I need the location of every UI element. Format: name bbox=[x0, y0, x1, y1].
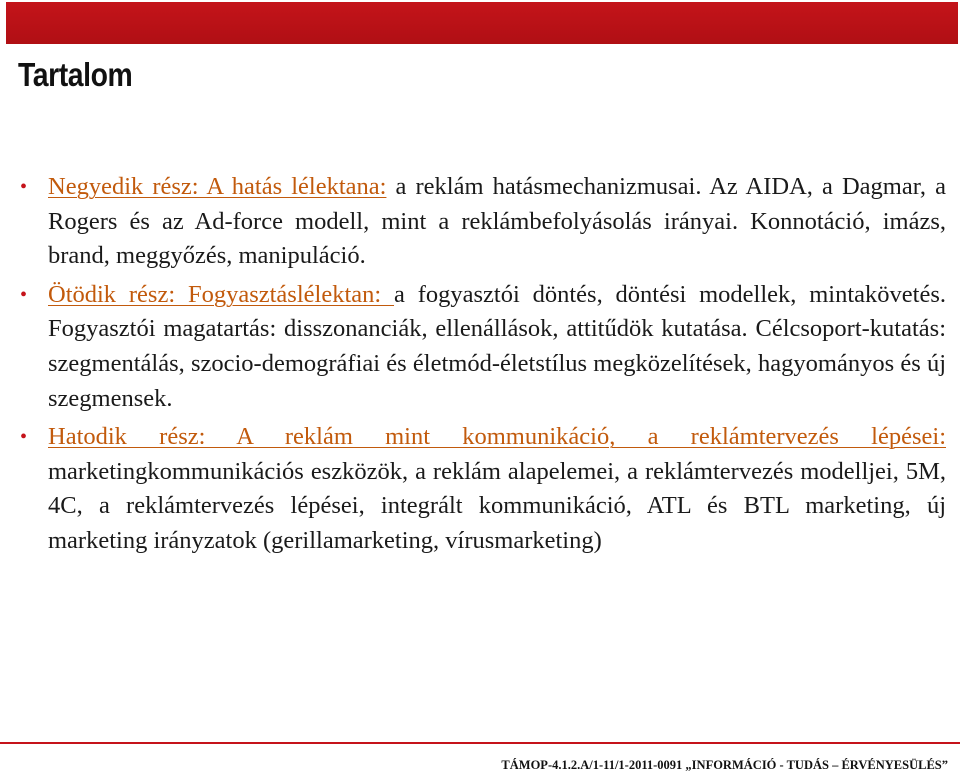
bullet-text: marketingkommunikációs eszközök, a reklám alapelemei, a reklámtervezés modelljei, 5M, 4C, a reklámtervezés lépései, integrált kommunikáció, ATL és BTL marketing, új marketing irányzatok (gerillamarketing, vírusmarketing) bbox=[48, 457, 946, 554]
bullet-item-2 bbox=[20, 278, 946, 416]
footer-divider bbox=[0, 742, 960, 744]
bullet-dot-icon: • bbox=[20, 283, 28, 306]
top-banner bbox=[6, 2, 958, 44]
bullet-dot-icon: • bbox=[20, 426, 28, 449]
bullet-list bbox=[20, 170, 946, 559]
bullet-heading: Ötödik rész: Fogyasztáslélektan: bbox=[48, 280, 395, 308]
slide-title: Tartalom bbox=[18, 56, 133, 93]
bullet-dot-icon: • bbox=[20, 176, 28, 198]
bullet-text: a fogyasztói döntés, döntési modellek, mintakövetés. Fogyasztói magatartás: disszonanciák, ellenállások, attitűdök kutatása. Célcsoport-kutatás: szegmentálás, szocio-demográfiai és életmód-életstílus megközelítések, hagyományos és új szegmensek. bbox=[48, 280, 946, 412]
bullet-heading: Negyedik rész: A hatás lélektana: bbox=[48, 173, 387, 200]
bullet-item-1 bbox=[20, 170, 946, 274]
bullet-heading: Hatodik rész: A reklám mint kommunikáció, a reklámtervezés lépései: bbox=[48, 423, 946, 451]
footer-text: TÁMOP-4.1.2.A/1-11/1-2011-0091 „INFORMÁCIÓ - TUDÁS – ÉRVÉNYESÜLÉS” bbox=[501, 758, 948, 772]
bullet-text: a reklám hatásmechanizmusai. Az AIDA, a Dagmar, a Rogers és az Ad-force modell, mint a reklámbefolyásolás irányai. Konnotáció, imázs, brand, meggyőzés, manipuláció. bbox=[48, 173, 946, 270]
bullet-item-3 bbox=[20, 420, 946, 558]
